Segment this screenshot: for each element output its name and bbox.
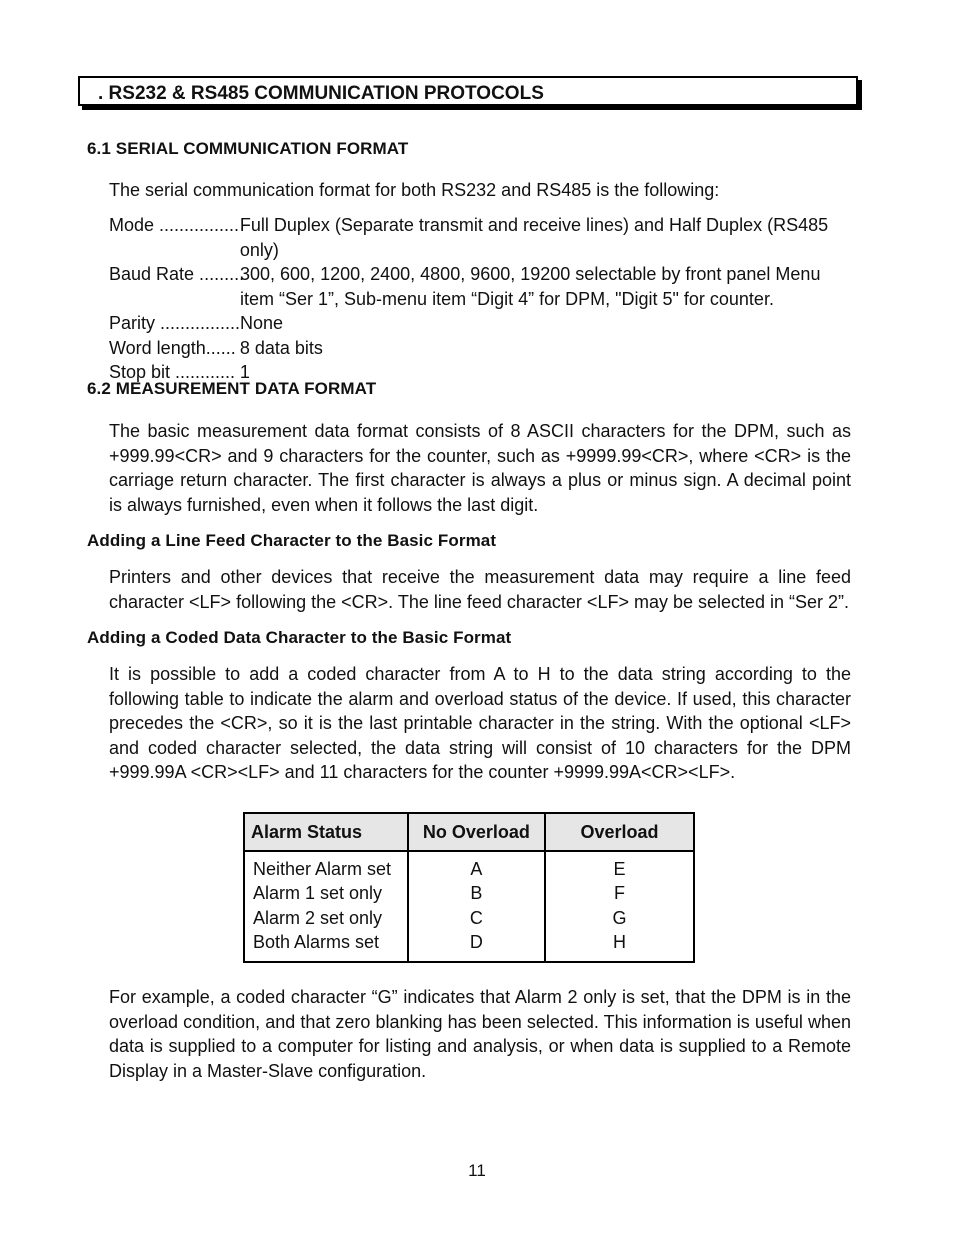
line-feed-body: Printers and other devices that receive the measurement data may require a line feed character <LF> following the <CR>. The line feed character <LF> may be selected in “Ser 2”.: [109, 567, 851, 612]
table-header-overload: Overload: [545, 813, 694, 851]
table-cell: D: [469, 932, 483, 953]
section-6-2-heading: 6.2 MEASUREMENT DATA FORMAT: [87, 379, 377, 398]
table-cell: F: [614, 883, 625, 904]
param-label: Word length......: [109, 337, 236, 358]
overload-cell: [545, 851, 694, 962]
serial-params-list: [109, 213, 859, 385]
table-cell: C: [469, 907, 483, 928]
param-value: 8 data bits: [239, 337, 323, 358]
param-row: [109, 262, 859, 311]
table-cell: Neither Alarm set: [253, 859, 392, 879]
table-header-row: [244, 813, 694, 851]
table-cell: H: [613, 932, 626, 953]
chapter-header-box: [78, 76, 858, 106]
example-body: For example, a coded character “G” indicates that Alarm 2 only is set, that the DPM is in the overload condition, and that zero blanking has been selected. This information is useful when data is supplied to a computer for listing and analysis, or when data is supplied to a Remote Display in a Master-Slave configuration.: [109, 987, 851, 1081]
line-feed-heading: Adding a Line Feed Character to the Basic Format: [87, 531, 497, 550]
no-overload-cell: [408, 851, 545, 962]
table-cell: E: [613, 859, 626, 879]
page-number: 11: [468, 1161, 486, 1180]
param-value: 300, 600, 1200, 2400, 4800, 9600, 19200 selectable by front panel Menu item “Ser 1”, Sub-menu item “Digit 4” for DPM, "Digit 5" for counter.: [240, 264, 821, 309]
param-label: Parity ................: [109, 313, 241, 333]
coded-char-heading: Adding a Coded Data Character to the Basic Format: [87, 628, 512, 647]
param-label: Baud Rate .........: [109, 264, 245, 284]
section-6-2-body: The basic measurement data format consists of 8 ASCII characters for the DPM, such as +999.99<CR> and 9 characters for the counter, such as +9999.99<CR>, where <CR> is the carriage return character. The first character is always a plus or minus sign. A decimal point is always furnished, even when it follows the last digit.: [109, 421, 851, 515]
param-value: None: [240, 313, 284, 333]
table-body-row: [244, 851, 694, 962]
table-cell: Alarm 1 set only: [253, 883, 383, 904]
table-cell: Both Alarms set: [253, 932, 380, 953]
chapter-title: . RS232 & RS485 COMMUNICATION PROTOCOLS: [98, 83, 544, 104]
table-cell: A: [470, 859, 483, 879]
param-row: [109, 311, 859, 336]
table-cell: G: [612, 907, 627, 928]
table-cell: B: [470, 883, 483, 904]
param-row: [109, 213, 859, 262]
param-row: [109, 336, 859, 361]
param-label: Mode ................: [109, 215, 240, 235]
param-value: 1: [239, 362, 250, 382]
table-header-no-overload: No Overload: [408, 813, 545, 851]
alarm-status-table: [243, 812, 695, 963]
section-6-1-heading: 6.1 SERIAL COMMUNICATION FORMAT: [87, 139, 409, 158]
alarm-status-cell: [244, 851, 408, 962]
section-6-1-intro: The serial communication format for both RS232 and RS485 is the following:: [109, 180, 720, 200]
param-value: Full Duplex (Separate transmit and receive lines) and Half Duplex (RS485 only): [239, 215, 829, 260]
table-cell: Alarm 2 set only: [253, 907, 383, 928]
param-label: Stop bit ............: [109, 362, 236, 382]
table-header-alarm-status: Alarm Status: [244, 813, 408, 851]
coded-char-body: It is possible to add a coded character from A to H to the data string according to the following table to indicate the alarm and overload status of the device. If used, this character precedes the <CR>, so it is the last printable character in the string. With the optional <LF> and coded character selected, the data string will consist of 10 characters for the DPM +999.99A <CR><LF> and 11 characters for the counter +9999.99A<CR><LF>.: [109, 664, 851, 782]
